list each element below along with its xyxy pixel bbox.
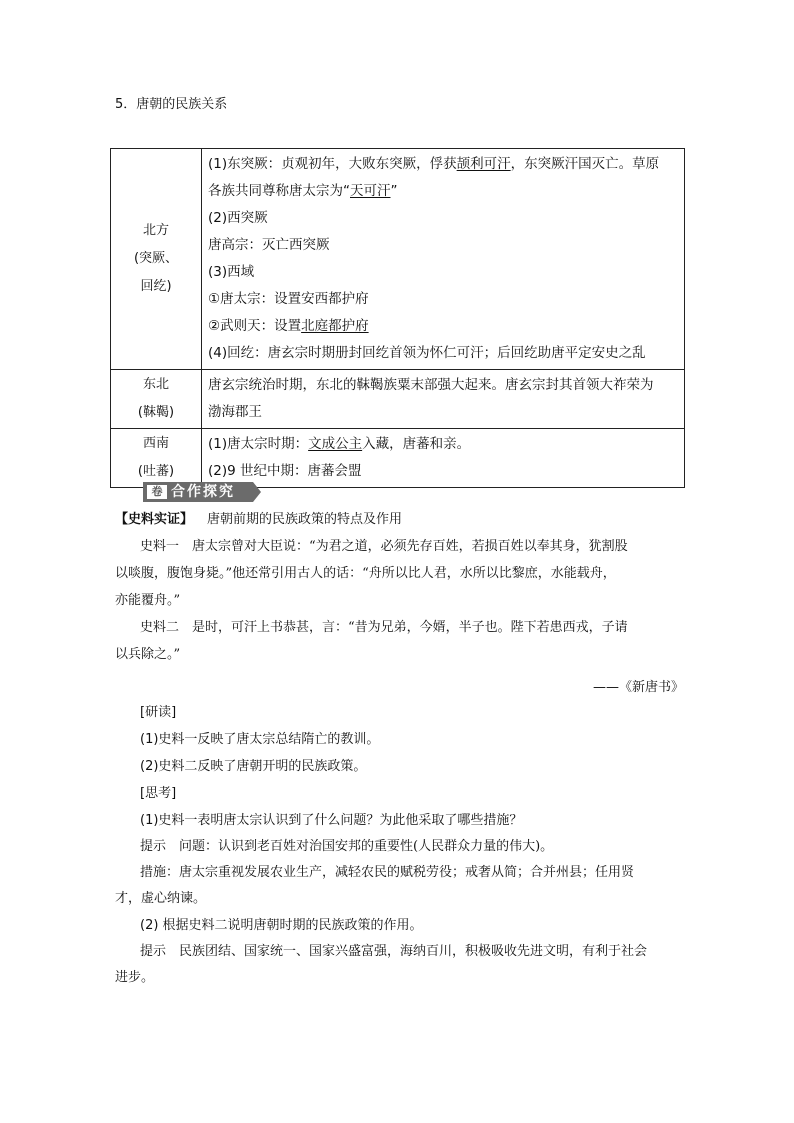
content-line: (1)唐太宗时期：文成公主入藏，唐蕃和亲。 xyxy=(208,436,471,452)
study-item: (2)史料二反映了唐朝开明的民族政策。 xyxy=(140,759,367,774)
category-sublabel: (突厥、 xyxy=(133,251,179,266)
banner-title: 合作探究 xyxy=(171,484,235,500)
category-northeast xyxy=(111,370,202,429)
category-southwest xyxy=(111,429,202,488)
table-row-north xyxy=(111,149,685,370)
table-row-northeast xyxy=(111,370,685,429)
category-label: 东北 xyxy=(142,377,169,392)
category-sublabel: (吐蕃) xyxy=(137,464,175,479)
heading-text: 唐朝前期的民族政策的特点及作用 xyxy=(207,512,403,527)
answer-line: 进步。 xyxy=(115,970,155,985)
content-northeast xyxy=(202,370,685,429)
category-sublabel: (靺鞨) xyxy=(137,405,175,420)
content-line: (2)西突厥 xyxy=(208,210,268,226)
table-row-southwest xyxy=(111,429,685,488)
section-title: 5．唐朝的民族关系 xyxy=(115,97,228,112)
category-sublabel: 回纥) xyxy=(140,279,172,294)
question: (1)史料一表明唐太宗认识到了什么问题？为此他采取了哪些措施？ xyxy=(140,813,523,828)
section-banner xyxy=(143,482,261,502)
source-citation: ——《新唐书》 xyxy=(592,680,684,695)
source1-line: 以啖腹，腹饱身毙。”他还常引用古人的话：“舟所以比人君，水所以比黎庶，水能载舟， xyxy=(115,566,616,581)
underlined-term: 天可汗 xyxy=(350,183,391,199)
source1-line: 史料一 唐太宗曾对大臣说：“为君之道，必须先存百姓，若损百姓以奉其身，犹割股 xyxy=(140,539,628,554)
study-label: [研读] xyxy=(140,705,177,720)
content-line: (1)东突厥：贞观初年，大败东突厥，俘获颉利可汗，东突厥汗国灭亡。草原 xyxy=(208,156,660,172)
answer-line: 才，虚心纳谏。 xyxy=(115,891,207,906)
underlined-term: 文成公主 xyxy=(308,436,363,452)
source1-line: 亦能覆舟。” xyxy=(115,593,181,608)
answer-line: 措施：唐太宗重视发展农业生产，减轻农民的赋税劳役；戒奢从简；合并州县；任用贤 xyxy=(140,865,635,880)
category-label: 北方 xyxy=(142,223,169,238)
question: (2) 根据史料二说明唐朝时期的民族政策的作用。 xyxy=(140,918,423,933)
category-label: 西南 xyxy=(142,436,169,451)
content-line: 唐高宗：灭亡西突厥 xyxy=(208,237,330,253)
content-line: ②武则天：设置北庭都护府 xyxy=(208,318,369,334)
content-southwest xyxy=(202,429,685,488)
source2-line: 以兵除之。” xyxy=(115,647,181,662)
content-line: 各族共同尊称唐太宗为“天可汗” xyxy=(208,183,398,199)
content-line: (4)回纥：唐玄宗时期册封回纥首领为怀仁可汗；后回纥助唐平定安史之乱 xyxy=(208,345,646,361)
content-line: ①唐太宗：设置安西都护府 xyxy=(208,291,369,307)
topic-heading xyxy=(115,511,685,529)
content-line: (2)9 世纪中期：唐蕃会盟 xyxy=(208,463,362,479)
source2-line: 史料二 是时，可汗上书恭甚，言：“昔为兄弟，今婿，半子也。陛下若患西戎，子请 xyxy=(140,620,628,635)
category-north xyxy=(111,149,202,370)
ethnic-relations-table xyxy=(110,148,685,488)
content-line: (3)西域 xyxy=(208,264,255,280)
underlined-term: 颉利可汗 xyxy=(456,156,511,172)
heading-label: 【史料实证】 xyxy=(115,512,194,527)
think-label: [思考] xyxy=(140,786,177,801)
scroll-icon: 卷 xyxy=(147,485,167,499)
study-item: (1)史料一反映了唐太宗总结隋亡的教训。 xyxy=(140,732,380,747)
content-line: 渤海郡王 xyxy=(208,404,262,420)
answer-line: 提示 问题：认识到老百姓对治国安邦的重要性(人民群众力量的伟大)。 xyxy=(140,839,554,854)
answer-line: 提示 民族团结、国家统一、国家兴盛富强，海纳百川，积极吸收先进文明，有利于社会 xyxy=(140,944,648,959)
underlined-term: 北庭都护府 xyxy=(301,318,369,334)
content-line: 唐玄宗统治时期，东北的靺鞨族粟末部强大起来。唐玄宗封其首领大祚荣为 xyxy=(208,377,654,393)
content-north xyxy=(202,149,685,370)
